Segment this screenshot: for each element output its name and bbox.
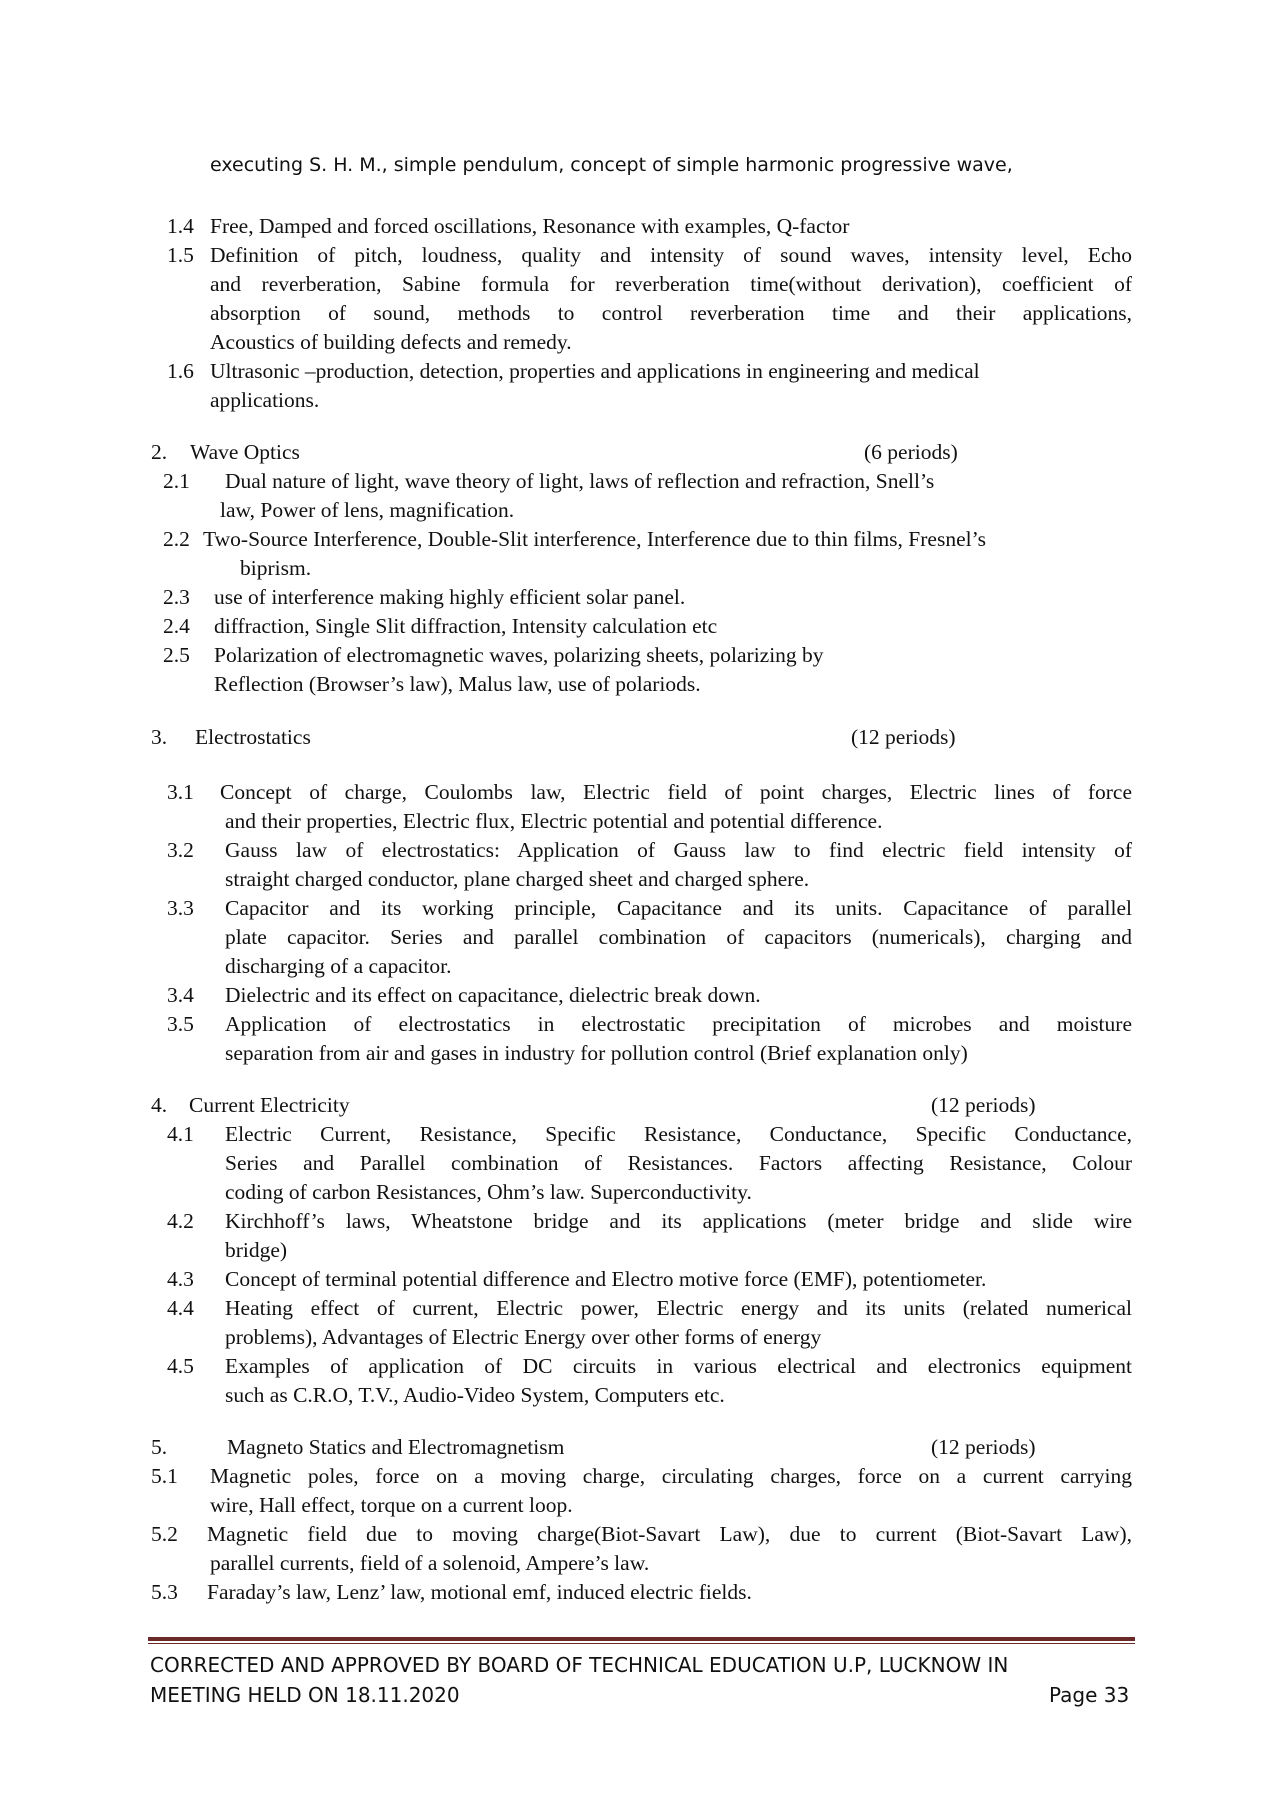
item-text: Definition of pitch, loudness, quality and intensity of sound waves, intensity level, Echo — [210, 243, 1132, 267]
footer-meeting-line: MEETING HELD ON 18.11.2020 — [150, 1683, 460, 1707]
item-number: 3.1 — [167, 780, 194, 804]
item-text: Magnetic field due to moving charge(Biot-Savart Law), due to current (Biot-Savart Law), — [207, 1522, 1132, 1546]
item-text: Concept of terminal potential difference and Electro motive force (EMF), potentiometer. — [225, 1267, 987, 1291]
item-text: such as C.R.O, T.V., Audio-Video System, Computers etc. — [225, 1383, 725, 1407]
section-periods: (12 periods) — [931, 1435, 1036, 1459]
section-number: 5. — [151, 1435, 168, 1459]
item-number: 5.3 — [151, 1580, 178, 1604]
item-text: and reverberation, Sabine formula for reverberation time(without derivation), coefficient of — [210, 272, 1132, 296]
item-number: 3.5 — [167, 1012, 194, 1036]
item-text: Gauss law of electrostatics: Application of Gauss law to find electric field intensity of — [225, 838, 1132, 862]
item-text: straight charged conductor, plane charged sheet and charged sphere. — [225, 867, 810, 891]
item-number: 4.5 — [167, 1354, 194, 1378]
item-text: plate capacitor. Series and parallel combination of capacitors (numericals), charging and — [225, 925, 1132, 949]
item-text: parallel currents, field of a solenoid, Ampere’s law. — [210, 1551, 650, 1575]
item-number: 2.2 — [163, 527, 190, 551]
item-number: 5.2 — [151, 1522, 178, 1546]
item-number: 2.3 — [163, 585, 190, 609]
item-text: Concept of charge, Coulombs law, Electric field of point charges, Electric lines of force — [220, 780, 1132, 804]
section-periods: (6 periods) — [864, 440, 958, 464]
item-text: discharging of a capacitor. — [225, 954, 452, 978]
item-text: Reflection (Browser’s law), Malus law, use of polariods. — [214, 672, 701, 696]
item-text: Acoustics of building defects and remedy. — [210, 330, 572, 354]
section-number: 2. — [151, 440, 168, 464]
item-text: use of interference making highly efficient solar panel. — [214, 585, 686, 609]
item-text: coding of carbon Resistances, Ohm’s law. Superconductivity. — [225, 1180, 752, 1204]
item-text: law, Power of lens, magnification. — [220, 498, 515, 522]
item-number: 4.1 — [167, 1122, 194, 1146]
item-number: 2.4 — [163, 614, 190, 638]
item-number: 4.4 — [167, 1296, 194, 1320]
footer-approval-line: CORRECTED AND APPROVED BY BOARD OF TECHNICAL EDUCATION U.P, LUCKNOW IN — [150, 1653, 1009, 1677]
item-number: 1.6 — [167, 359, 194, 383]
item-text: and their properties, Electric flux, Electric potential and potential difference. — [225, 809, 883, 833]
item-text: applications. — [210, 388, 320, 412]
section-title: Magneto Statics and Electromagnetism — [227, 1435, 565, 1459]
intro-line: executing S. H. M., simple pendulum, concept of simple harmonic progressive wave, — [210, 154, 1013, 176]
section-periods: (12 periods) — [931, 1093, 1036, 1117]
item-text: Ultrasonic –production, detection, properties and applications in engineering and medical — [210, 359, 980, 383]
item-number: 1.4 — [167, 214, 194, 238]
item-text: Heating effect of current, Electric power, Electric energy and its units (related numerical — [225, 1296, 1132, 1320]
section-title: Wave Optics — [190, 440, 300, 464]
footer-rule-thin — [148, 1643, 1135, 1644]
item-text: Two-Source Interference, Double-Slit interference, Interference due to thin films, Fresnel’s — [203, 527, 986, 551]
item-text: wire, Hall effect, torque on a current loop. — [210, 1493, 573, 1517]
item-text: Kirchhoff’s laws, Wheatstone bridge and its applications (meter bridge and slide wire — [225, 1209, 1132, 1233]
section-title: Current Electricity — [189, 1093, 350, 1117]
item-number: 5.1 — [151, 1464, 178, 1488]
item-text: Dual nature of light, wave theory of light, laws of reflection and refraction, Snell’s — [225, 469, 935, 493]
item-text: Application of electrostatics in electrostatic precipitation of microbes and moisture — [225, 1012, 1132, 1036]
item-number: 3.3 — [167, 896, 194, 920]
section-periods: (12 periods) — [851, 725, 956, 749]
item-number: 4.2 — [167, 1209, 194, 1233]
section-title: Electrostatics — [195, 725, 311, 749]
item-text: diffraction, Single Slit diffraction, Intensity calculation etc — [214, 614, 718, 638]
item-number: 2.1 — [163, 469, 190, 493]
item-text: Dielectric and its effect on capacitance, dielectric break down. — [225, 983, 761, 1007]
item-text: absorption of sound, methods to control reverberation time and their applications, — [210, 301, 1132, 325]
item-text: bridge) — [225, 1238, 288, 1262]
item-text: biprism. — [240, 556, 312, 580]
item-text: Magnetic poles, force on a moving charge, circulating charges, force on a current carrying — [210, 1464, 1132, 1488]
item-number: 3.2 — [167, 838, 194, 862]
item-number: 3.4 — [167, 983, 194, 1007]
footer-rule-thick — [148, 1637, 1135, 1641]
section-number: 4. — [151, 1093, 168, 1117]
item-text: Series and Parallel combination of Resistances. Factors affecting Resistance, Colour — [225, 1151, 1132, 1175]
item-text: problems), Advantages of Electric Energy over other forms of energy — [225, 1325, 822, 1349]
item-text: Faraday’s law, Lenz’ law, motional emf, induced electric fields. — [207, 1580, 752, 1604]
item-text: Examples of application of DC circuits in various electrical and electronics equipment — [225, 1354, 1132, 1378]
item-number: 2.5 — [163, 643, 190, 667]
item-number: 4.3 — [167, 1267, 194, 1291]
item-text: Polarization of electromagnetic waves, polarizing sheets, polarizing by — [214, 643, 824, 667]
item-text: separation from air and gases in industry for pollution control (Brief explanation only) — [225, 1041, 968, 1065]
item-number: 1.5 — [167, 243, 194, 267]
section-number: 3. — [151, 725, 168, 749]
item-text: Capacitor and its working principle, Capacitance and its units. Capacitance of parallel — [225, 896, 1132, 920]
item-text: Free, Damped and forced oscillations, Resonance with examples, Q-factor — [210, 214, 850, 238]
item-text: Electric Current, Resistance, Specific Resistance, Conductance, Specific Conductance, — [225, 1122, 1132, 1146]
page-number: Page 33 — [1049, 1683, 1130, 1707]
